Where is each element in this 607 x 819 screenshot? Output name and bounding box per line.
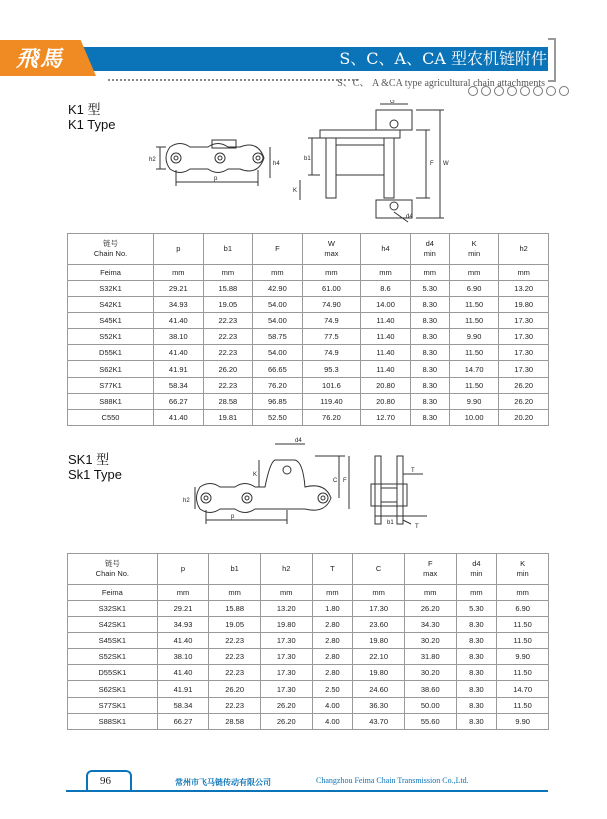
chain-no-cell: S32SK1 — [68, 601, 158, 617]
units-cell: mm — [361, 265, 411, 281]
table-row — [68, 409, 549, 425]
k1-title-zh: K1 型 — [68, 102, 101, 117]
table-cell: 19.80 — [353, 665, 405, 681]
table-cell: 77.5 — [302, 329, 361, 345]
table-cell: 41.40 — [154, 345, 204, 361]
page-title: S、C、A、CA 型农机链附件 — [339, 49, 547, 68]
sk1-title-zh: SK1 型 — [68, 452, 110, 467]
table-cell: 58.34 — [157, 697, 209, 713]
table-cell: 74.90 — [302, 297, 361, 313]
table-cell: 41.40 — [157, 633, 209, 649]
table-cell: 38.10 — [157, 649, 209, 665]
table-cell: 8.30 — [410, 297, 449, 313]
table-cell: 11.50 — [449, 297, 499, 313]
k1-label-w: W — [443, 161, 449, 167]
table-cell: 22.23 — [209, 649, 261, 665]
table-cell: 19.05 — [209, 617, 261, 633]
table-cell: 11.50 — [497, 697, 549, 713]
sk1-title-en: Sk1 Type — [68, 467, 122, 482]
units-cell: mm — [456, 585, 497, 601]
units-cell: mm — [260, 585, 312, 601]
units-cell: Feima — [68, 585, 158, 601]
header-cell: F — [253, 234, 303, 265]
table-cell: 58.75 — [253, 329, 303, 345]
table-cell: 8.30 — [456, 617, 497, 633]
table-cell: 26.20 — [260, 713, 312, 729]
table-cell: 11.40 — [361, 313, 411, 329]
table-cell: 11.40 — [361, 345, 411, 361]
logo-text: 飛馬 — [16, 46, 65, 72]
k1-label-d4: d4 — [406, 214, 413, 220]
table-cell: 66.27 — [154, 393, 204, 409]
header-cell: b1 — [209, 554, 261, 585]
table-cell: 74.9 — [302, 345, 361, 361]
table-cell: 19.81 — [203, 409, 253, 425]
table-cell: 17.30 — [260, 665, 312, 681]
table-cell: 11.50 — [497, 617, 549, 633]
k1-label-h2: h2 — [149, 157, 156, 163]
table-cell: 13.20 — [499, 281, 549, 297]
k1-title-en: K1 Type — [68, 117, 116, 132]
header-cell: 链号 Chain No. — [68, 234, 154, 265]
table-cell: 8.30 — [456, 681, 497, 697]
k1-label-k: K — [293, 188, 298, 194]
sk1-label-p: p — [231, 514, 235, 520]
table-cell: 74.9 — [302, 313, 361, 329]
table-cell: 8.30 — [410, 329, 449, 345]
table-row — [68, 681, 549, 697]
table-cell: 20.20 — [499, 409, 549, 425]
table-cell: 8.6 — [361, 281, 411, 297]
table-cell: 96.85 — [253, 393, 303, 409]
table-cell: 11.50 — [449, 313, 499, 329]
table-cell: 76.20 — [302, 409, 361, 425]
table-cell: 19.05 — [203, 297, 253, 313]
header-cell: C — [353, 554, 405, 585]
table-row — [68, 697, 549, 713]
units-cell: mm — [203, 265, 253, 281]
table-cell: 8.30 — [410, 313, 449, 329]
header-cell: d4 min — [410, 234, 449, 265]
table-cell: 38.60 — [404, 681, 456, 697]
table-cell: 41.40 — [157, 665, 209, 681]
table-cell: 42.90 — [253, 281, 303, 297]
table-cell: 66.27 — [157, 713, 209, 729]
table-cell: 66.65 — [253, 361, 303, 377]
table-cell: 55.60 — [404, 713, 456, 729]
units-cell: mm — [302, 265, 361, 281]
table-units-row — [68, 265, 549, 281]
units-cell: mm — [499, 265, 549, 281]
units-cell: mm — [154, 265, 204, 281]
table-row — [68, 393, 549, 409]
header-cell: K min — [497, 554, 549, 585]
chain-no-cell: S45SK1 — [68, 633, 158, 649]
sk1-label-c: C — [333, 478, 338, 484]
table-cell: 19.80 — [499, 297, 549, 313]
sk1-diagram — [175, 432, 445, 532]
sk1-label-b1: b1 — [387, 520, 394, 526]
units-cell: mm — [497, 585, 549, 601]
table-header-row — [68, 234, 549, 265]
header-cell: d4 min — [456, 554, 497, 585]
units-cell: mm — [253, 265, 303, 281]
table-cell: 11.50 — [449, 345, 499, 361]
decorative-circles — [468, 86, 569, 96]
table-cell: 20.80 — [361, 393, 411, 409]
table-cell: 34.30 — [404, 617, 456, 633]
header-cell: W max — [302, 234, 361, 265]
sk1-label-h2: h2 — [183, 498, 190, 504]
table-row — [68, 361, 549, 377]
table-cell: 58.34 — [154, 377, 204, 393]
table-cell: 15.88 — [203, 281, 253, 297]
table-cell: 24.60 — [353, 681, 405, 697]
table-cell: 8.30 — [410, 409, 449, 425]
table-cell: 5.30 — [456, 601, 497, 617]
table-cell: 11.40 — [361, 361, 411, 377]
table-cell: 29.21 — [157, 601, 209, 617]
header-cell: p — [157, 554, 209, 585]
table-row — [68, 281, 549, 297]
table-cell: 26.20 — [260, 697, 312, 713]
table-cell: 119.40 — [302, 393, 361, 409]
k1-diagram — [140, 100, 460, 225]
chain-no-cell: S42SK1 — [68, 617, 158, 633]
table-cell: 1.80 — [312, 601, 353, 617]
table-cell: 28.58 — [209, 713, 261, 729]
chain-no-cell: S88K1 — [68, 393, 154, 409]
table-cell: 26.20 — [203, 361, 253, 377]
k1-label-b1: b1 — [304, 156, 311, 162]
page-subtitle: S、C、 A &CA type agricultural chain attachments — [337, 78, 545, 89]
table-cell: 26.20 — [404, 601, 456, 617]
chain-no-cell: S32K1 — [68, 281, 154, 297]
chain-no-cell: C550 — [68, 409, 154, 425]
header-cell: b1 — [203, 234, 253, 265]
table-row — [68, 633, 549, 649]
table-cell: 9.90 — [449, 329, 499, 345]
table-cell: 34.93 — [157, 617, 209, 633]
table-cell: 9.90 — [497, 649, 549, 665]
table-cell: 8.30 — [410, 345, 449, 361]
table-cell: 22.23 — [209, 697, 261, 713]
table-cell: 50.00 — [404, 697, 456, 713]
table-cell: 11.50 — [449, 377, 499, 393]
table-cell: 26.20 — [209, 681, 261, 697]
table-cell: 36.30 — [353, 697, 405, 713]
table-cell: 2.80 — [312, 617, 353, 633]
k1-label-f: F — [430, 161, 434, 167]
units-cell: mm — [353, 585, 405, 601]
table-cell: 8.30 — [410, 393, 449, 409]
units-cell: mm — [157, 585, 209, 601]
footer-company-en: Changzhou Feima Chain Transmission Co.,Ltd. — [316, 776, 469, 785]
table-cell: 8.30 — [456, 633, 497, 649]
chain-no-cell: D55K1 — [68, 345, 154, 361]
table-cell: 17.30 — [499, 345, 549, 361]
table-row — [68, 297, 549, 313]
table-cell: 22.23 — [209, 633, 261, 649]
page-number: 96 — [100, 775, 111, 787]
table-cell: 31.80 — [404, 649, 456, 665]
table-cell: 22.23 — [203, 313, 253, 329]
table-cell: 8.30 — [456, 713, 497, 729]
table-cell: 5.30 — [410, 281, 449, 297]
table-cell: 22.23 — [203, 345, 253, 361]
table-cell: 22.23 — [203, 377, 253, 393]
table-cell: 26.20 — [499, 377, 549, 393]
table-cell: 22.10 — [353, 649, 405, 665]
table-row — [68, 329, 549, 345]
table-units-row — [68, 585, 549, 601]
k1-label-h4: h4 — [273, 161, 280, 167]
header-cell: p — [154, 234, 204, 265]
table-cell: 61.00 — [302, 281, 361, 297]
table-cell: 38.10 — [154, 329, 204, 345]
table-cell: 17.30 — [260, 633, 312, 649]
table-row — [68, 377, 549, 393]
header-cell: T — [312, 554, 353, 585]
table-row — [68, 345, 549, 361]
header-cell: h2 — [499, 234, 549, 265]
table-cell: 30.20 — [404, 665, 456, 681]
table-cell: 41.40 — [154, 409, 204, 425]
table-cell: 34.93 — [154, 297, 204, 313]
table-cell: 15.88 — [209, 601, 261, 617]
units-cell: mm — [312, 585, 353, 601]
table-cell: 101.6 — [302, 377, 361, 393]
table-row — [68, 617, 549, 633]
sk1-label-t-top: T — [411, 468, 415, 474]
table-cell: 6.90 — [449, 281, 499, 297]
sk1-label-k: K — [253, 472, 258, 478]
table-cell: 54.00 — [253, 297, 303, 313]
table-cell: 12.70 — [361, 409, 411, 425]
header-cell: K min — [449, 234, 499, 265]
table-cell: 11.50 — [497, 665, 549, 681]
sk1-label-f: F — [343, 478, 347, 484]
sk1-label-d4: d4 — [295, 438, 302, 444]
units-cell: mm — [209, 585, 261, 601]
table-cell: 22.23 — [203, 329, 253, 345]
table-cell: 29.21 — [154, 281, 204, 297]
table-cell: 10.00 — [449, 409, 499, 425]
table-cell: 8.30 — [410, 361, 449, 377]
table-cell: 26.20 — [499, 393, 549, 409]
chain-no-cell: S45K1 — [68, 313, 154, 329]
table-cell: 4.00 — [312, 713, 353, 729]
table-cell: 2.50 — [312, 681, 353, 697]
k1-label-g: G — [390, 100, 395, 105]
table-cell: 17.30 — [353, 601, 405, 617]
table-cell: 11.50 — [497, 633, 549, 649]
table-cell: 19.80 — [260, 617, 312, 633]
table-cell: 41.40 — [154, 313, 204, 329]
chain-no-cell: S77K1 — [68, 377, 154, 393]
table-cell: 14.00 — [361, 297, 411, 313]
chain-no-cell: S52SK1 — [68, 649, 158, 665]
footer-line — [66, 790, 548, 792]
table-cell: 52.50 — [253, 409, 303, 425]
table-cell: 17.30 — [499, 361, 549, 377]
table-cell: 76.20 — [253, 377, 303, 393]
k1-label-p: p — [214, 176, 218, 182]
table-header-row — [68, 554, 549, 585]
table-cell: 14.70 — [497, 681, 549, 697]
header-cell: 链号 Chain No. — [68, 554, 158, 585]
header-cell: F max — [404, 554, 456, 585]
units-cell: mm — [404, 585, 456, 601]
chain-no-cell: S77SK1 — [68, 697, 158, 713]
chain-no-cell: S62K1 — [68, 361, 154, 377]
table-cell: 2.80 — [312, 649, 353, 665]
table-cell: 13.20 — [260, 601, 312, 617]
table-cell: 4.00 — [312, 697, 353, 713]
chain-no-cell: S88SK1 — [68, 713, 158, 729]
table-cell: 8.30 — [456, 697, 497, 713]
table-cell: 17.30 — [499, 329, 549, 345]
table-cell: 11.40 — [361, 329, 411, 345]
table-cell: 23.60 — [353, 617, 405, 633]
table-cell: 6.90 — [497, 601, 549, 617]
chain-no-cell: S42K1 — [68, 297, 154, 313]
sk1-spec-table — [67, 553, 549, 730]
table-cell: 8.30 — [456, 665, 497, 681]
table-cell: 2.80 — [312, 633, 353, 649]
table-cell: 17.30 — [260, 681, 312, 697]
table-row — [68, 313, 549, 329]
dotted-divider — [108, 79, 358, 81]
header-cell: h2 — [260, 554, 312, 585]
units-cell: mm — [410, 265, 449, 281]
table-cell: 14.70 — [449, 361, 499, 377]
table-cell: 17.30 — [499, 313, 549, 329]
k1-spec-table — [67, 233, 549, 426]
table-row — [68, 665, 549, 681]
table-cell: 20.80 — [361, 377, 411, 393]
chain-no-cell: D55SK1 — [68, 665, 158, 681]
table-row — [68, 649, 549, 665]
table-cell: 54.00 — [253, 313, 303, 329]
table-cell: 28.58 — [203, 393, 253, 409]
footer-company-zh: 常州市飞马链传动有限公司 — [175, 777, 271, 787]
table-cell: 9.90 — [449, 393, 499, 409]
table-cell: 30.20 — [404, 633, 456, 649]
chain-no-cell: S52K1 — [68, 329, 154, 345]
table-cell: 8.30 — [456, 649, 497, 665]
units-cell: mm — [449, 265, 499, 281]
header-cell: h4 — [361, 234, 411, 265]
table-row — [68, 713, 549, 729]
table-cell: 43.70 — [353, 713, 405, 729]
table-cell: 2.80 — [312, 665, 353, 681]
table-cell: 9.90 — [497, 713, 549, 729]
sk1-label-t-bottom: T — [415, 524, 419, 530]
units-cell: Feima — [68, 265, 154, 281]
table-row — [68, 601, 549, 617]
chain-no-cell: S62SK1 — [68, 681, 158, 697]
table-cell: 41.91 — [157, 681, 209, 697]
table-cell: 19.80 — [353, 633, 405, 649]
header-bracket — [548, 38, 556, 82]
table-cell: 54.00 — [253, 345, 303, 361]
table-cell: 17.30 — [260, 649, 312, 665]
table-cell: 22.23 — [209, 665, 261, 681]
table-cell: 41.91 — [154, 361, 204, 377]
table-cell: 95.3 — [302, 361, 361, 377]
table-cell: 8.30 — [410, 377, 449, 393]
